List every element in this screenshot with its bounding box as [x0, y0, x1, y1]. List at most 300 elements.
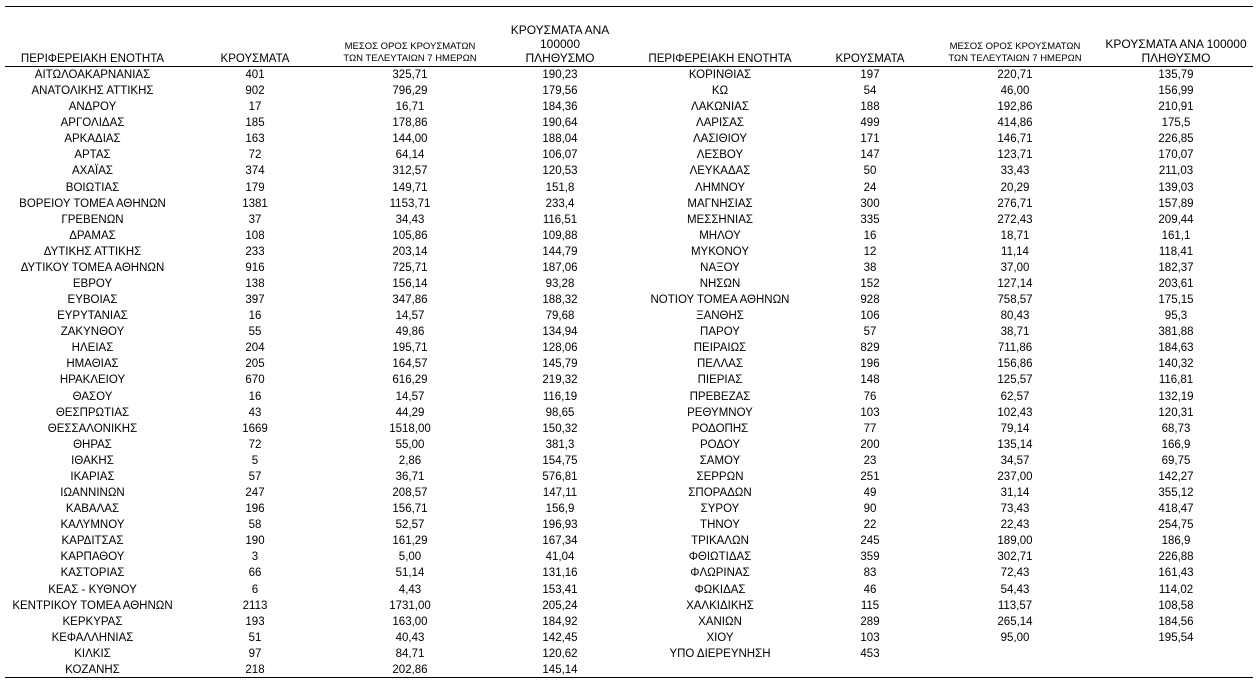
table-row	[5, 517, 635, 533]
cell-per100k: 186,9	[1161, 535, 1191, 548]
cell-cases: 16	[248, 310, 262, 323]
cell-per100k: 219,32	[542, 374, 578, 387]
cell-cases: 300	[860, 197, 880, 210]
cell-avg7: 105,86	[392, 229, 428, 242]
table-row	[5, 630, 635, 646]
table-row	[635, 196, 1253, 212]
cell-cases: 247	[245, 487, 265, 500]
cell-avg7: 95,00	[1000, 631, 1030, 644]
cell-avg7: 14,57	[395, 310, 425, 323]
cell-cases: 51	[248, 631, 262, 644]
cell-cases: 245	[860, 535, 880, 548]
cell-region: ΝΟΤΙΟΥ ΤΟΜΕΑ ΑΘΗΝΩΝ	[650, 294, 790, 307]
table-row	[5, 260, 635, 276]
cell-avg7: 34,43	[395, 213, 425, 226]
cell-region: ΠΑΡΟΥ	[700, 326, 740, 339]
cell-region: ΦΘΙΩΤΙΔΑΣ	[688, 551, 752, 564]
cell-avg7: 203,14	[392, 245, 428, 258]
cell-cases: 103	[860, 631, 880, 644]
cell-per100k: 188,04	[542, 133, 578, 146]
table-row	[635, 99, 1253, 115]
table-row	[5, 598, 635, 614]
cell-per100k: 381,3	[545, 438, 575, 451]
table-row	[635, 356, 1253, 372]
cell-cases: 66	[248, 567, 262, 580]
cell-avg7: 192,86	[997, 101, 1033, 114]
cell-avg7: 73,43	[1000, 503, 1030, 516]
cell-cases: 499	[860, 117, 880, 130]
cell-avg7: 54,43	[1000, 583, 1030, 596]
cell-region: ΑΝΔΡΟΥ	[68, 101, 117, 114]
cell-region: ΠΡΕΒΕΖΑΣ	[689, 390, 751, 403]
cell-cases: 928	[860, 294, 880, 307]
cell-avg7: 22,43	[1000, 519, 1030, 532]
cell-avg7: 72,43	[1000, 567, 1030, 580]
cell-region: ΗΛΕΙΑΣ	[71, 342, 114, 355]
cell-per100k: 167,34	[542, 535, 578, 548]
cell-region: ΘΕΣΠΡΩΤΙΑΣ	[55, 406, 130, 419]
cell-region: ΞΑΝΘΗΣ	[696, 310, 744, 323]
header-region: ΠΕΡΙΦΕΡΕΙΑΚΗ ΕΝΟΤΗΤΑ	[648, 53, 792, 65]
table-row	[5, 131, 635, 147]
cell-cases: 90	[863, 503, 877, 516]
table-row	[5, 324, 635, 340]
cell-per100k: 145,79	[542, 358, 578, 371]
cell-cases: 916	[245, 261, 265, 274]
cell-cases: 185	[245, 117, 265, 130]
cell-region: ΝΗΣΩΝ	[699, 278, 741, 291]
cell-region: ΗΡΑΚΛΕΙΟΥ	[59, 374, 126, 387]
cell-per100k: 196,93	[542, 519, 578, 532]
cell-per100k: 116,81	[1158, 374, 1194, 387]
cell-region: ΛΑΡΙΣΑΣ	[695, 117, 745, 130]
cell-region: ΠΙΕΡΙΑΣ	[697, 374, 743, 387]
cell-per100k: 190,23	[542, 69, 578, 81]
cell-region: ΓΡΕΒΕΝΩΝ	[61, 213, 124, 226]
table-row	[635, 533, 1253, 549]
header-per100k: ΚΡΟΥΣΜΑΤΑ ΑΝΑ 100000 ΠΛΗΘΥΣΜΟ	[1105, 37, 1247, 65]
cell-region: ΑΡΚΑΔΙΑΣ	[64, 133, 121, 146]
table-row	[5, 340, 635, 356]
cell-region: ΧΑΝΙΩΝ	[698, 615, 742, 628]
cell-region: ΛΑΣΙΘΙΟΥ	[692, 133, 748, 146]
cell-region: ΤΗΝΟΥ	[700, 519, 740, 532]
cell-per100k: 355,12	[1158, 487, 1194, 500]
table-row	[5, 437, 635, 453]
cell-cases: 24	[863, 181, 877, 194]
table-row	[635, 260, 1253, 276]
table-row	[635, 324, 1253, 340]
bottom-rule	[5, 677, 1253, 678]
cell-region: ΘΗΡΑΣ	[73, 438, 112, 451]
table-row	[635, 180, 1253, 196]
cell-per100k: 226,85	[1158, 133, 1194, 146]
cell-per100k: 98,65	[545, 406, 575, 419]
cell-avg7: 127,14	[997, 278, 1033, 291]
cell-cases: 43	[248, 406, 262, 419]
cell-cases: 3	[251, 551, 259, 564]
cell-per100k: 161,43	[1158, 567, 1194, 580]
cell-per100k: 188,32	[542, 294, 578, 307]
cell-region: ΧΑΛΚΙΔΙΚΗΣ	[686, 599, 754, 612]
cell-region: ΒΟΡΕΙΟΥ ΤΟΜΕΑ ΑΘΗΝΩΝ	[19, 197, 166, 210]
table-row	[635, 163, 1253, 179]
cell-avg7: 302,71	[997, 551, 1033, 564]
cell-per100k: 41,04	[545, 551, 575, 564]
cell-per100k: 254,75	[1158, 519, 1194, 532]
cell-per100k: 144,79	[542, 245, 578, 258]
cell-cases: 397	[245, 294, 265, 307]
table-row	[635, 308, 1253, 324]
cell-per100k: 151,8	[545, 181, 575, 194]
cell-per100k: 114,02	[1158, 583, 1194, 596]
cell-per100k: 184,36	[542, 101, 578, 114]
cell-per100k: 184,63	[1158, 342, 1194, 355]
cell-cases: 103	[860, 406, 880, 419]
cell-cases: 138	[245, 278, 265, 291]
table-row	[635, 646, 1253, 662]
cell-region: ΠΕΙΡΑΙΩΣ	[693, 342, 747, 355]
cell-avg7: 64,14	[395, 149, 425, 162]
table-row	[635, 437, 1253, 453]
cell-cases: 46	[863, 583, 877, 596]
cell-region: ΜΗΛΟΥ	[699, 229, 741, 242]
table-row	[5, 99, 635, 115]
cell-cases: 54	[863, 85, 877, 98]
cell-cases: 55	[248, 326, 262, 339]
cell-region: ΒΟΙΩΤΙΑΣ	[65, 181, 120, 194]
cell-region: ΚΑΒΑΛΑΣ	[65, 503, 120, 516]
table-row	[635, 501, 1253, 517]
cell-avg7: 1153,71	[389, 197, 431, 210]
table-row	[5, 533, 635, 549]
cell-avg7: 1518,00	[389, 422, 431, 435]
cell-cases: 829	[860, 342, 880, 355]
cell-region: ΕΥΒΟΙΑΣ	[67, 294, 118, 307]
cell-per100k: 195,54	[1158, 631, 1194, 644]
cell-cases: 22	[863, 519, 877, 532]
cell-region: ΦΩΚΙΔΑΣ	[694, 583, 746, 596]
cell-region: ΑΡΓΟΛΙΔΑΣ	[60, 117, 125, 130]
cell-avg7: 725,71	[392, 261, 428, 274]
table-row	[5, 549, 635, 565]
table-row	[5, 180, 635, 196]
cell-per100k: 182,37	[1158, 261, 1194, 274]
cell-region: ΑΝΑΤΟΛΙΚΗΣ ΑΤΤΙΚΗΣ	[31, 85, 154, 98]
table-row	[635, 469, 1253, 485]
cell-avg7: 44,29	[395, 406, 425, 419]
cell-per100k: 161,1	[1161, 229, 1191, 242]
cell-per100k: 118,41	[1158, 245, 1194, 258]
table-row	[5, 372, 635, 388]
cell-cases: 97	[248, 647, 262, 660]
table-row	[5, 389, 635, 405]
header-avg7: ΜΕΣΟΣ ΟΡΟΣ ΚΡΟΥΣΜΑΤΩΝ ΤΩΝ ΤΕΛΕΥΤΑΙΩΝ 7 ΗΜΕΡΩΝ	[343, 41, 477, 64]
cell-per100k: 175,15	[1158, 294, 1194, 307]
right-table-body	[635, 67, 1253, 662]
cell-per100k: 418,47	[1158, 503, 1194, 516]
cell-avg7: 84,71	[395, 647, 425, 660]
cell-region: ΜΥΚΟΝΟΥ	[690, 245, 750, 258]
cell-per100k: 79,68	[545, 310, 575, 323]
table-row	[635, 244, 1253, 260]
cell-cases: 218	[245, 663, 265, 676]
cell-region: ΚΑΣΤΟΡΙΑΣ	[60, 567, 125, 580]
cell-cases: 16	[863, 229, 877, 242]
cell-per100k: 131,16	[542, 567, 578, 580]
cell-per100k: 154,75	[542, 454, 578, 467]
cell-avg7: 14,57	[395, 390, 425, 403]
cell-per100k: 116,51	[542, 213, 578, 226]
header-cases: ΚΡΟΥΣΜΑΤΑ	[220, 53, 290, 65]
cell-avg7: 46,00	[1000, 85, 1030, 98]
cell-region: ΔΥΤΙΚΗΣ ΑΤΤΙΚΗΣ	[43, 245, 142, 258]
cell-cases: 205	[245, 358, 265, 371]
table-row	[5, 453, 635, 469]
cell-per100k: 156,9	[545, 503, 575, 516]
cell-region: ΜΑΓΝΗΣΙΑΣ	[687, 197, 753, 210]
cell-avg7: 4,43	[398, 583, 422, 596]
cell-avg7: 144,00	[392, 133, 428, 146]
cell-cases: 6	[251, 583, 259, 596]
cell-avg7: 125,57	[997, 374, 1033, 387]
cell-per100k: 175,5	[1161, 117, 1191, 130]
cell-cases: 115	[860, 599, 880, 612]
cell-region: ΙΩΑΝΝΙΝΩΝ	[60, 487, 125, 500]
cell-cases: 37	[248, 213, 262, 226]
cell-cases: 58	[248, 519, 262, 532]
cell-avg7: 33,43	[1000, 165, 1030, 178]
table-row	[5, 308, 635, 324]
cell-cases: 57	[248, 470, 262, 483]
cell-region: ΛΗΜΝΟΥ	[694, 181, 746, 194]
cell-avg7: 1731,00	[389, 599, 431, 612]
cell-cases: 17	[248, 101, 262, 114]
cell-cases: 23	[863, 454, 877, 467]
cell-per100k: 153,41	[542, 583, 578, 596]
cell-region: ΧΙΟΥ	[706, 631, 734, 644]
cell-cases: 76	[863, 390, 877, 403]
cell-avg7: 31,14	[1000, 487, 1030, 500]
cell-per100k: 210,91	[1158, 101, 1194, 114]
table-row	[5, 356, 635, 372]
cell-per100k: 233,4	[545, 197, 575, 210]
cell-region: ΡΟΔΟΠΗΣ	[691, 422, 749, 435]
table-row	[5, 646, 635, 662]
cell-region: ΚΕΑΣ - ΚΥΘΝΟΥ	[48, 583, 137, 596]
cell-cases: 196	[245, 503, 265, 516]
table-row	[635, 372, 1253, 388]
cell-cases: 50	[863, 165, 877, 178]
cell-cases: 289	[860, 615, 880, 628]
cell-avg7: 37,00	[1000, 261, 1030, 274]
cell-avg7: 18,71	[1000, 229, 1030, 242]
cell-per100k: 170,07	[1158, 149, 1194, 162]
cell-avg7: 62,57	[1000, 390, 1030, 403]
cell-avg7: 135,14	[997, 438, 1033, 451]
cell-region: ΚΟΖΑΝΗΣ	[65, 663, 120, 676]
left-table-body	[5, 67, 635, 678]
table-row	[635, 276, 1253, 292]
cell-avg7: 616,29	[392, 374, 428, 387]
cell-region: ΔΥΤΙΚΟΥ ΤΟΜΕΑ ΑΘΗΝΩΝ	[20, 261, 165, 274]
cell-avg7: 312,57	[392, 165, 428, 178]
cell-cases: 171	[860, 133, 880, 146]
cell-region: ΑΙΤΩΛΟΑΚΑΡΝΑΝΙΑΣ	[34, 69, 151, 81]
cell-region: ΚΕΝΤΡΙΚΟΥ ΤΟΜΕΑ ΑΘΗΝΩΝ	[12, 599, 173, 612]
cell-cases: 108	[245, 229, 265, 242]
cell-cases: 106	[860, 310, 880, 323]
cell-avg7: 49,86	[395, 326, 425, 339]
table-row	[635, 147, 1253, 163]
table-row	[5, 67, 635, 83]
cell-per100k: 142,45	[542, 631, 578, 644]
table-row	[5, 83, 635, 99]
cell-per100k: 209,44	[1158, 213, 1194, 226]
table-row	[635, 83, 1253, 99]
cell-cases: 200	[860, 438, 880, 451]
cell-avg7: 195,71	[392, 342, 428, 355]
cell-avg7: 51,14	[395, 567, 425, 580]
cell-region: ΑΧΑΪΑΣ	[72, 165, 113, 178]
cell-avg7: 161,29	[392, 535, 428, 548]
cell-avg7: 156,14	[392, 278, 428, 291]
cell-avg7: 325,71	[392, 69, 428, 81]
cell-region: ΙΚΑΡΙΑΣ	[70, 470, 115, 483]
table-row	[5, 163, 635, 179]
cell-region: ΣΠΟΡΑΔΩΝ	[688, 487, 752, 500]
cell-avg7: 237,00	[997, 470, 1033, 483]
header-avg7: ΜΕΣΟΣ ΟΡΟΣ ΚΡΟΥΣΜΑΤΩΝ ΤΩΝ ΤΕΛΕΥΤΑΙΩΝ 7 ΗΜΕΡΩΝ	[948, 41, 1082, 64]
cell-avg7: 220,71	[997, 69, 1033, 81]
cell-avg7: 38,71	[1000, 326, 1030, 339]
table-row	[635, 340, 1253, 356]
cell-region: ΚΕΦΑΛΛΗΝΙΑΣ	[51, 631, 134, 644]
cell-region: ΜΕΣΣΗΝΙΑΣ	[686, 213, 754, 226]
table-row	[5, 244, 635, 260]
cell-cases: 233	[245, 245, 265, 258]
table-row	[635, 453, 1253, 469]
cell-per100k: 381,88	[1158, 326, 1194, 339]
cell-region: ΚΙΛΚΙΣ	[74, 647, 111, 660]
top-rule	[5, 6, 1253, 7]
cell-region: ΘΑΣΟΥ	[72, 390, 113, 403]
cell-avg7: 34,57	[1000, 454, 1030, 467]
cell-cases: 12	[863, 245, 877, 258]
table-row	[5, 147, 635, 163]
table-row	[5, 565, 635, 581]
cell-avg7: 36,71	[395, 470, 425, 483]
cell-per100k: 120,53	[542, 165, 578, 178]
table-row	[635, 549, 1253, 565]
cell-avg7: 80,43	[1000, 310, 1030, 323]
cell-cases: 77	[863, 422, 877, 435]
cell-cases: 902	[245, 85, 265, 98]
cell-region: ΕΒΡΟΥ	[72, 278, 113, 291]
table-row	[635, 389, 1253, 405]
cell-region: ΛΑΚΩΝΙΑΣ	[691, 101, 749, 114]
cell-per100k: 205,24	[542, 599, 578, 612]
table-row	[5, 485, 635, 501]
cell-avg7: 5,00	[398, 551, 422, 564]
cell-region: ΥΠΟ ΔΙΕΡΕΥΝΗΣΗ	[669, 647, 771, 660]
cell-per100k: 190,64	[542, 117, 578, 130]
table-row	[5, 469, 635, 485]
cell-region: ΚΑΡΔΙΤΣΑΣ	[61, 535, 124, 548]
cell-per100k: 95,3	[1164, 310, 1188, 323]
table-row	[5, 115, 635, 131]
left-table-header	[5, 23, 635, 67]
cell-per100k: 116,19	[542, 390, 578, 403]
cell-avg7: 16,71	[395, 101, 425, 114]
table-row	[635, 212, 1253, 228]
cell-region: ΠΕΛΛΑΣ	[696, 358, 744, 371]
cell-region: ΚΟΡΙΝΘΙΑΣ	[688, 69, 752, 81]
cell-region: ΝΑΞΟΥ	[700, 261, 740, 274]
header-region: ΠΕΡΙΦΕΡΕΙΑΚΗ ΕΝΟΤΗΤΑ	[20, 53, 165, 65]
cell-cases: 5	[251, 454, 259, 467]
table-row	[635, 517, 1253, 533]
cell-per100k: 211,03	[1158, 165, 1194, 178]
table-row	[5, 228, 635, 244]
table-row	[635, 228, 1253, 244]
cell-avg7: 20,29	[1000, 181, 1030, 194]
table-row	[635, 614, 1253, 630]
cell-per100k: 140,32	[1158, 358, 1194, 371]
cell-region: ΖΑΚΥΝΘΟΥ	[60, 326, 125, 339]
cell-per100k: 120,62	[542, 647, 578, 660]
cell-region: ΡΕΘΥΜΝΟΥ	[687, 406, 753, 419]
cell-region: ΚΑΛΥΜΝΟΥ	[60, 519, 125, 532]
cell-per100k: 132,19	[1158, 390, 1194, 403]
cell-region: ΔΡΑΜΑΣ	[69, 229, 116, 242]
header-per100k: ΚΡΟΥΣΜΑΤΑ ΑΝΑ 100000 ΠΛΗΘΥΣΜΟ	[510, 23, 610, 65]
cell-per100k: 145,14	[542, 663, 578, 676]
cell-cases: 72	[248, 149, 262, 162]
cell-cases: 204	[245, 342, 265, 355]
cell-cases: 251	[860, 470, 880, 483]
cell-cases: 453	[860, 647, 880, 660]
cell-avg7: 163,00	[392, 615, 428, 628]
table-row	[5, 614, 635, 630]
cell-avg7: 208,57	[392, 487, 428, 500]
cell-avg7: 2,86	[398, 454, 422, 467]
table-row	[5, 405, 635, 421]
table-row	[635, 115, 1253, 131]
table-row	[635, 67, 1253, 83]
cell-cases: 1381	[242, 197, 268, 210]
cell-region: ΚΩ	[711, 85, 729, 98]
right-table	[635, 34, 1253, 662]
table-row	[5, 292, 635, 308]
table-row	[5, 421, 635, 437]
cell-region: ΗΜΑΘΙΑΣ	[66, 358, 119, 371]
cell-region: ΑΡΤΑΣ	[74, 149, 111, 162]
cell-per100k: 184,56	[1158, 615, 1194, 628]
header-cases: ΚΡΟΥΣΜΑΤΑ	[835, 53, 905, 65]
cell-cases: 335	[860, 213, 880, 226]
cell-avg7: 11,14	[1001, 245, 1029, 258]
cell-per100k: 179,56	[542, 85, 578, 98]
cell-cases: 196	[860, 358, 880, 371]
cell-region: ΚΕΡΚΥΡΑΣ	[62, 615, 123, 628]
cell-avg7: 40,43	[395, 631, 425, 644]
cell-avg7: 113,57	[997, 599, 1033, 612]
cell-cases: 152	[860, 278, 880, 291]
right-table-header	[635, 34, 1253, 67]
cell-region: ΛΕΥΚΑΔΑΣ	[689, 165, 751, 178]
cell-cases: 1669	[242, 422, 268, 435]
